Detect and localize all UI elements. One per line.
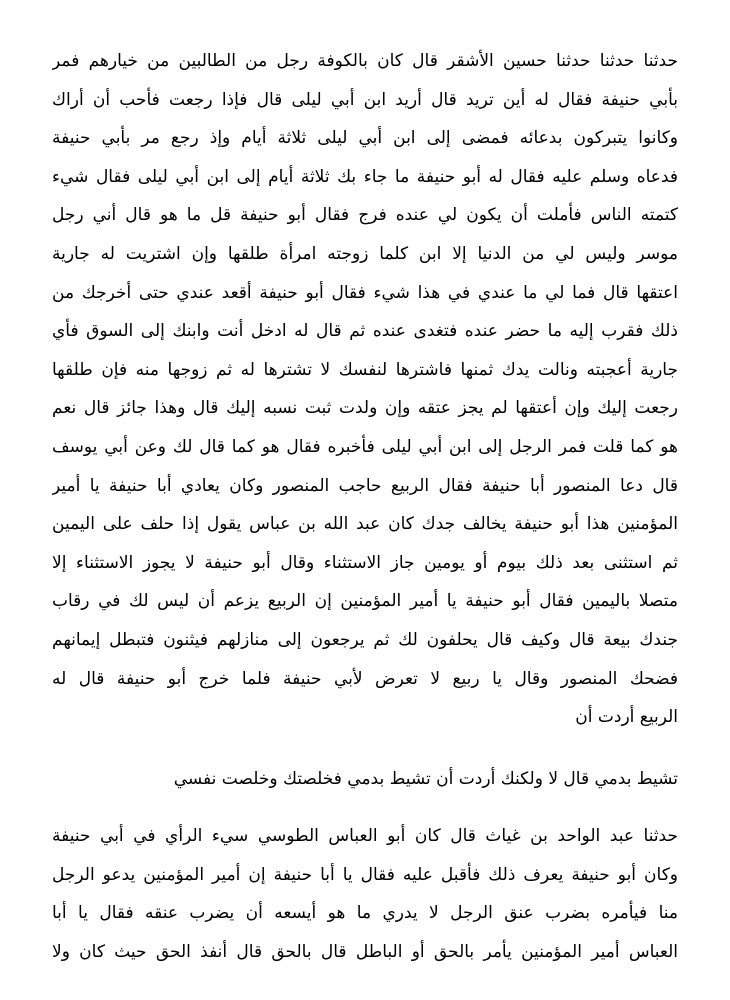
text-line: بأبي حنيفة فقال له أين تريد قال أريد ابن أبي ليلى قال فإذا رجعت فأحب أن أراك [52, 89, 678, 110]
text-line: جندك بيعة قال وكيف قال يحلفون لك ثم يرجعون إلى منازلهم فيثنون فتبطل إيمانهم [52, 629, 678, 650]
text-line: موسر وليس لي من الدنيا إلا ابن كلما زوجته امرأة طلقها وإن اشتريت له جارية [52, 243, 678, 264]
text-line: رجعت إليك وإن أعتقها لم يجز عتقه وإن ولدت ثبت نسبه إليك قال وهذا جائز قال نعم [52, 398, 678, 419]
text-line: حدثنا عبد الواحد بن غياث قال كان أبو العباس الطوسي سيء الرأي في أبي حنيفة [52, 826, 678, 846]
text-line: المؤمنين هذا أبو حنيفة يخالف جدك كان عبد الله بن عباس يقول إذا حلف على اليمين [52, 514, 678, 535]
text-line: فدعاه وسلم عليه فقال له أبو حنيفة ما جاء بك ثلاثة أيام إلى ابن أبي ليلى فقال شيء [52, 166, 678, 187]
text-line: فضحك المنصور وقال يا ربيع لا تعرض لأبي حنيفة فلما خرج أبو حنيفة قال له [52, 668, 678, 689]
text-line: وكان أبو حنيفة يعرف ذلك فأقبل عليه فقال يا أبا حنيفة إن أمير المؤمنين يدعو الرجل [52, 864, 678, 885]
text-line: العباس أمير المؤمنين يأمر بالحق أو الباطل قال بالحق قال أنفذ الحق حيث كان ولا [52, 941, 678, 962]
text-line: متصلا باليمين فقال أبو حنيفة يا أمير المؤمنين إن الربيع يزعم أن ليس لك في رقاب [52, 591, 678, 612]
text-line: قال دعا المنصور أبا حنيفة فقال الربيع حاجب المنصور وكان يعادي أبا حنيفة يا أمير [52, 475, 678, 496]
text-line: الربيع أردت أن [575, 707, 678, 728]
paragraph-3 [52, 817, 678, 971]
text-line: منا فيأمره بضرب عنق الرجل لا يدري ما هو أيسعه أن يضرب عنقه فقال يا أبا [52, 903, 678, 924]
text-line: هو كما قلت فمر الرجل إلى ابن أبي ليلى فأخبره فقال هو كما قال لك وعن أبي يوسف [52, 436, 678, 457]
text-line: كتمته الناس فأملت أن يكون لي عنده فرج فقال أبو حنيفة قل ما هو قال أني رجل [52, 205, 678, 226]
paragraph-1 [52, 42, 678, 737]
text-line: ذلك فقرب إليه ما حضر عنده فتغدى عنده ثم قال له ادخل أنت وابنك إلى السوق فأي [52, 321, 678, 342]
text-line: حدثنا حدثنا حدثنا حسين الأشقر قال كان بالكوفة رجل من الطالبين من خيارهم فمر [52, 51, 678, 71]
text-line: وكانوا يتبركون بدعائه فمضى إلى ابن أبي ليلى ثلاثة أيام وإذ رجع مر بأبي حنيفة [52, 128, 678, 149]
text-line: جارية أعجبته ونالت يدك ثمنها فاشترها لنفسك لا تشترها له ثم زوجها منه فإن طلقها [52, 359, 678, 380]
text-line: ثم استثنى بعد ذلك بيوم أو يومين جاز الاستثناء وقال أبو حنيفة لا يجوز الاستثناء إلا [52, 552, 678, 573]
text-line: تشيط بدمي قال لا ولكنك أردت أن تشيط بدمي فخلصتك وخلصت نفسي [173, 769, 678, 789]
text-line: اعتقها قال فما لي ما عندي في هذا شيء فقال أبو حنيفة أقعد عندي حتى أخرجك من [52, 282, 678, 303]
paragraph-2 [52, 760, 678, 799]
